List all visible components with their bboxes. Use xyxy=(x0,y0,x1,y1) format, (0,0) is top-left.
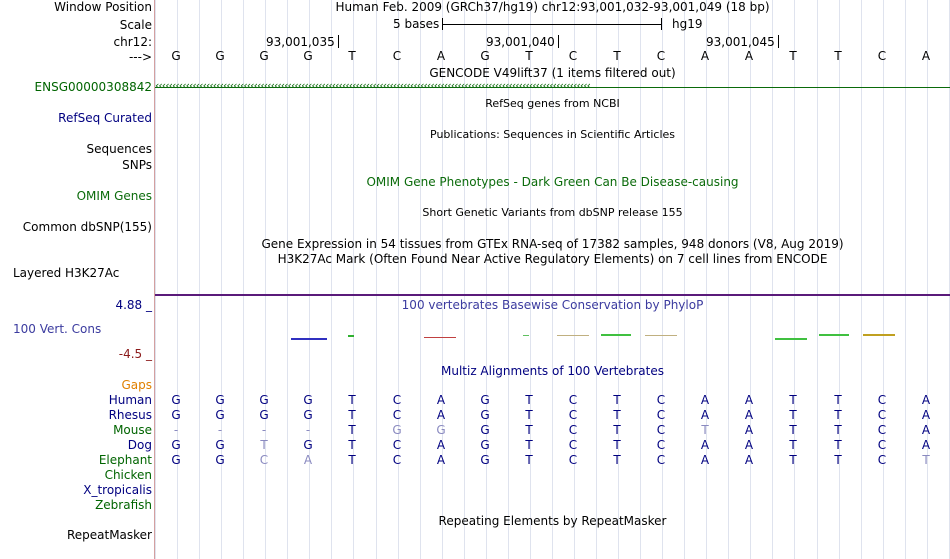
aligned-base: C xyxy=(877,408,887,422)
aligned-base: - xyxy=(261,423,267,437)
dbsnp-label[interactable]: Common dbSNP(155) xyxy=(22,220,152,234)
aligned-base: A xyxy=(921,393,931,407)
aligned-base: C xyxy=(568,453,578,467)
reference-base: T xyxy=(348,49,356,63)
aligned-base: A xyxy=(436,453,446,467)
aligned-base: G xyxy=(171,393,181,407)
reference-base: C xyxy=(877,49,887,63)
conservation-plot xyxy=(155,325,950,345)
aligned-base: C xyxy=(877,453,887,467)
aligned-base: A xyxy=(744,438,754,452)
aligned-base: A xyxy=(700,393,710,407)
aligned-base: T xyxy=(701,423,709,437)
refseq-label[interactable]: RefSeq Curated xyxy=(58,111,152,125)
aligned-base: T xyxy=(348,453,356,467)
aligned-base: T xyxy=(525,438,533,452)
aligned-base: G xyxy=(303,438,313,452)
window-position-text: Human Feb. 2009 (GRCh37/hg19) chr12:93,001,032-93,001,049 (18 bp) xyxy=(335,0,770,14)
aligned-base: A xyxy=(700,408,710,422)
aligned-base: T xyxy=(789,453,797,467)
aligned-base: A xyxy=(921,423,931,437)
strand-arrow-label: ---> xyxy=(128,50,152,64)
aligned-base: A xyxy=(921,408,931,422)
aligned-base: T xyxy=(834,438,842,452)
aligned-base: T xyxy=(613,423,621,437)
repeatmasker-track-title[interactable]: Repeating Elements by RepeatMasker xyxy=(438,514,667,528)
aligned-base: A xyxy=(436,438,446,452)
species-label-zebrafish[interactable]: Zebrafish xyxy=(95,498,152,512)
aligned-base: T xyxy=(834,423,842,437)
gencode-gene-label[interactable]: ENSG00000308842 xyxy=(34,80,152,94)
phylop-track-title[interactable]: 100 vertebrates Basewise Conservation by PhyloP xyxy=(401,298,704,312)
aligned-base: C xyxy=(877,423,887,437)
reference-base: G xyxy=(215,49,225,63)
aligned-base: C xyxy=(877,438,887,452)
aligned-base: G xyxy=(480,438,490,452)
position-tick-1: 93,001,035 xyxy=(266,35,339,49)
aligned-base: T xyxy=(525,408,533,422)
scale-assembly: hg19 xyxy=(672,17,703,31)
aligned-base: T xyxy=(525,453,533,467)
aligned-base: - xyxy=(217,423,223,437)
omim-track-title[interactable]: OMIM Gene Phenotypes - Dark Green Can Be Disease-causing xyxy=(366,175,739,189)
aligned-base: C xyxy=(656,393,666,407)
omim-label[interactable]: OMIM Genes xyxy=(76,189,152,203)
reference-base: T xyxy=(613,49,621,63)
reference-base: C xyxy=(568,49,578,63)
position-tick-3: 93,001,045 xyxy=(706,35,779,49)
multiz-track-title[interactable]: Multiz Alignments of 100 Vertebrates xyxy=(440,364,665,378)
aligned-base: G xyxy=(215,453,225,467)
aligned-base: C xyxy=(877,393,887,407)
aligned-base: T xyxy=(789,423,797,437)
aligned-base: - xyxy=(173,423,179,437)
aligned-base: A xyxy=(436,408,446,422)
aligned-base: C xyxy=(568,408,578,422)
aligned-base: T xyxy=(922,453,930,467)
aligned-base: T xyxy=(834,408,842,422)
aligned-base: C xyxy=(656,438,666,452)
aligned-base: A xyxy=(744,453,754,467)
aligned-base: C xyxy=(568,423,578,437)
aligned-base: T xyxy=(789,393,797,407)
aligned-base: C xyxy=(656,423,666,437)
aligned-base: G xyxy=(259,393,269,407)
aligned-base: A xyxy=(700,453,710,467)
reference-base: G xyxy=(480,49,490,63)
gencode-gene-feature[interactable] xyxy=(155,81,950,95)
position-tick-2: 93,001,040 xyxy=(486,35,559,49)
h3k27ac-track-title[interactable]: H3K27Ac Mark (Often Found Near Active Regulatory Elements) on 7 cell lines from ENCODE xyxy=(277,252,828,266)
reference-base: A xyxy=(744,49,754,63)
aligned-base: T xyxy=(613,408,621,422)
reference-base: T xyxy=(525,49,533,63)
scale-text: 5 bases xyxy=(393,17,440,31)
aligned-base: C xyxy=(392,438,402,452)
aligned-base: G xyxy=(215,408,225,422)
cons-min-value: -4.5 _ xyxy=(118,347,152,361)
aligned-base: C xyxy=(392,453,402,467)
repeatmasker-label[interactable]: RepeatMasker xyxy=(66,528,152,542)
reference-base: A xyxy=(700,49,710,63)
aligned-base: G xyxy=(303,393,313,407)
species-label-rhesus[interactable]: Rhesus xyxy=(108,408,152,422)
aligned-base: C xyxy=(259,453,269,467)
aligned-base: T xyxy=(789,438,797,452)
cons-max-value: 4.88 _ xyxy=(115,298,152,312)
chr-label: chr12: xyxy=(113,35,152,49)
gencode-track-title[interactable]: GENCODE V49lift37 (1 items filtered out) xyxy=(429,66,676,80)
gaps-label[interactable]: Gaps xyxy=(121,378,152,392)
reference-base: A xyxy=(921,49,931,63)
reference-base: T xyxy=(834,49,842,63)
aligned-base: G xyxy=(480,423,490,437)
aligned-base: T xyxy=(613,438,621,452)
reference-base: G xyxy=(303,49,313,63)
aligned-base: T xyxy=(525,393,533,407)
h3k27ac-baseline xyxy=(155,294,950,296)
publications-track-title[interactable]: Publications: Sequences in Scientific Articles xyxy=(430,128,675,141)
snps-label[interactable]: SNPs xyxy=(122,158,152,172)
aligned-base: C xyxy=(656,453,666,467)
sequences-label[interactable]: Sequences xyxy=(86,142,152,156)
aligned-base: A xyxy=(700,438,710,452)
aligned-base: C xyxy=(656,408,666,422)
aligned-base: G xyxy=(303,408,313,422)
aligned-base: C xyxy=(392,393,402,407)
reference-base: C xyxy=(656,49,666,63)
reference-base: T xyxy=(789,49,797,63)
strand-chevrons-icon: ‹‹‹‹‹‹‹‹‹‹‹‹‹‹‹‹‹‹‹‹‹‹‹‹‹‹‹‹‹‹‹‹‹‹‹‹‹‹‹‹‹‹‹‹‹‹‹‹‹‹‹‹‹‹‹‹‹‹‹‹‹‹‹‹‹‹‹‹‹‹‹‹‹‹‹‹‹‹‹‹‹‹‹‹‹‹‹‹‹‹‹‹‹‹‹‹‹‹‹‹‹‹‹‹‹‹‹‹‹‹‹‹‹‹‹‹‹‹‹‹‹‹‹‹‹‹‹‹ xyxy=(155,81,591,92)
aligned-base: G xyxy=(215,393,225,407)
aligned-base: T xyxy=(789,408,797,422)
aligned-base: T xyxy=(834,453,842,467)
window-position-label: Window Position xyxy=(54,0,152,14)
aligned-base: T xyxy=(613,393,621,407)
scale-bar xyxy=(442,18,662,30)
aligned-base: - xyxy=(305,423,311,437)
aligned-base: C xyxy=(392,408,402,422)
aligned-base: A xyxy=(744,423,754,437)
refseq-track-title[interactable]: RefSeq genes from NCBI xyxy=(485,97,620,110)
h3k27ac-label[interactable]: Layered H3K27Ac xyxy=(13,266,120,280)
aligned-base: G xyxy=(171,453,181,467)
aligned-base: G xyxy=(480,453,490,467)
aligned-base: A xyxy=(436,393,446,407)
aligned-base: G xyxy=(215,438,225,452)
species-label-mouse[interactable]: Mouse xyxy=(113,423,152,437)
aligned-base: A xyxy=(744,408,754,422)
species-label-human[interactable]: Human xyxy=(108,393,152,407)
aligned-base: T xyxy=(613,453,621,467)
reference-base: C xyxy=(392,49,402,63)
aligned-base: C xyxy=(568,393,578,407)
aligned-base: T xyxy=(525,423,533,437)
aligned-base: T xyxy=(348,423,356,437)
aligned-base: G xyxy=(259,408,269,422)
dbsnp-track-title[interactable]: Short Genetic Variants from dbSNP release 155 xyxy=(422,206,683,219)
aligned-base: G xyxy=(480,393,490,407)
aligned-base: T xyxy=(260,438,268,452)
aligned-base: C xyxy=(568,438,578,452)
species-label-dog[interactable]: Dog xyxy=(127,438,152,452)
reference-base: G xyxy=(259,49,269,63)
scale-label: Scale xyxy=(119,18,152,32)
aligned-base: G xyxy=(436,423,446,437)
reference-base: G xyxy=(171,49,181,63)
reference-base: A xyxy=(436,49,446,63)
aligned-base: G xyxy=(480,408,490,422)
aligned-base: A xyxy=(921,438,931,452)
gtex-track-title[interactable]: Gene Expression in 54 tissues from GTEx RNA-seq of 17382 samples, 948 donors (V8, Aug 2019) xyxy=(261,237,844,251)
aligned-base: G xyxy=(171,408,181,422)
cons-label[interactable]: 100 Vert. Cons xyxy=(13,322,102,336)
species-label-x_tropicalis[interactable]: X_tropicalis xyxy=(83,483,152,497)
species-label-elephant[interactable]: Elephant xyxy=(98,453,152,467)
aligned-base: T xyxy=(834,393,842,407)
aligned-base: G xyxy=(171,438,181,452)
aligned-base: A xyxy=(303,453,313,467)
aligned-base: G xyxy=(392,423,402,437)
aligned-base: A xyxy=(744,393,754,407)
aligned-base: T xyxy=(348,438,356,452)
species-label-chicken[interactable]: Chicken xyxy=(104,468,152,482)
aligned-base: T xyxy=(348,393,356,407)
aligned-base: T xyxy=(348,408,356,422)
